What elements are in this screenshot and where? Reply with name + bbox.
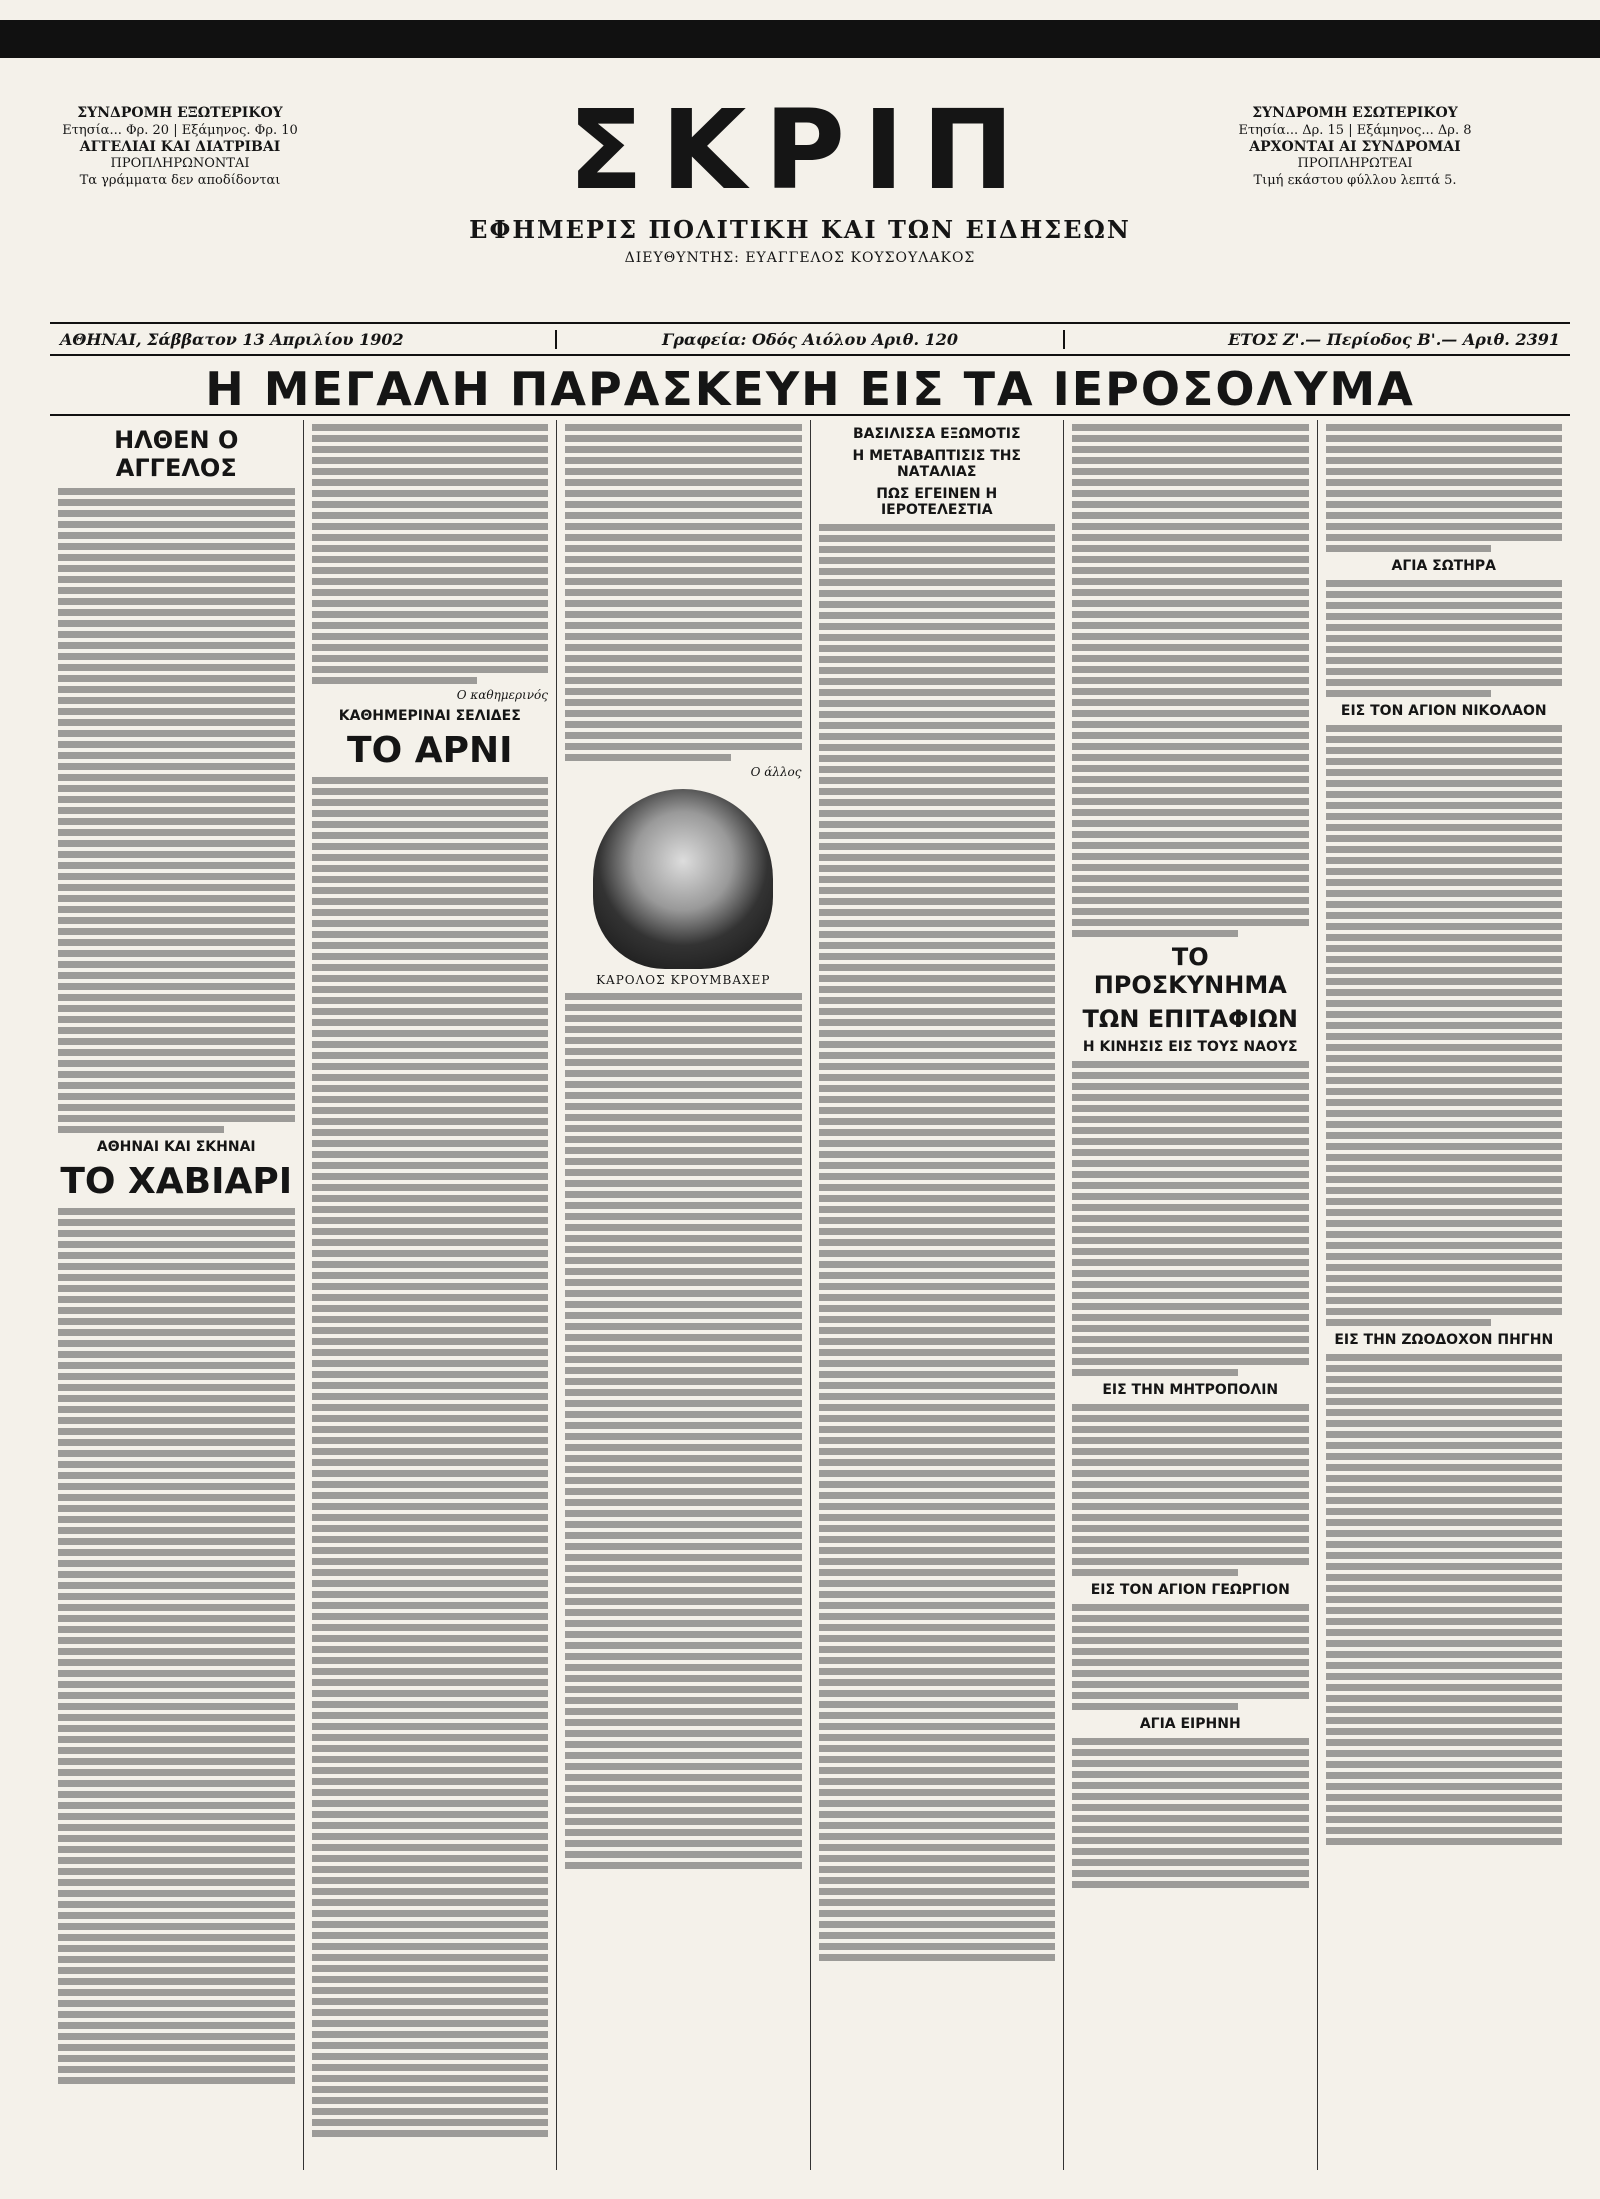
ear-left-note: Τα γράμματα δεν αποδίδονται (79, 172, 281, 188)
article-body (1326, 424, 1563, 552)
issue-number: ΕΤΟΣ Ζ'.— Περίοδος Β'.— Αριθ. 2391 (1228, 329, 1560, 349)
ear-right-subs: ΑΡΧΟΝΤΑΙ ΑΙ ΣΥΝΔΡΟΜΑΙ (1249, 138, 1461, 155)
article-body (58, 1208, 295, 2084)
date: ΑΘΗΝΑΙ, Σάββατον 13 Απριλίου 1902 (60, 329, 404, 349)
section-title: ΤΟ ΑΡΝΙ (347, 730, 513, 771)
section-label: ΚΑΘΗΜΕΡΙΝΑΙ ΣΕΛΙΔΕΣ (338, 708, 521, 724)
section-title: ΤΟ ΧΑΒΙΑΡΙ (60, 1161, 293, 1202)
ear-left-prepaid: ΠΡΟΠΛΗΡΩΝΟΝΤΑΙ (110, 156, 250, 172)
article-body (58, 488, 295, 1133)
column-4 (811, 420, 1065, 2170)
newspaper-title: ΣΚΡΙΠ (568, 86, 1032, 214)
article-body (565, 993, 802, 1869)
top-rule (0, 20, 1600, 58)
portrait-image (593, 789, 773, 969)
ear-right-title: ΣΥΝΔΡΟΜΗ ΕΣΩΤΕΡΙΚΟΥ (1252, 105, 1458, 121)
portrait-caption: ΚΑΡΟΛΟΣ ΚΡΟΥΜΒΑΧΕΡ (596, 973, 771, 987)
subsection-heading: ΕΙΣ ΤΗΝ ΖΩΟΔΟΧΟΝ ΠΗΓΗΝ (1334, 1332, 1554, 1348)
subsection-heading: ΕΙΣ ΤΟΝ ΑΓΙΟΝ ΝΙΚΟΛΑΟΝ (1340, 703, 1547, 719)
column-5 (1064, 420, 1318, 2170)
article-subheading: Η ΚΙΝΗΣΙΣ ΕΙΣ ΤΟΥΣ ΝΑΟΥΣ (1082, 1039, 1298, 1055)
ear-right-prepaid: ΠΡΟΠΛΗΡΩΤΕΑΙ (1297, 156, 1413, 172)
subsection-heading: ΕΙΣ ΤΗΝ ΜΗΤΡΟΠΟΛΙΝ (1102, 1382, 1279, 1398)
column-1 (50, 420, 304, 2170)
article-body (312, 777, 549, 2137)
article-body (1326, 580, 1563, 697)
article-kicker: ΒΑΣΙΛΙΣΣΑ ΕΞΩΜΟΤΙΣ (852, 426, 1021, 442)
article-body (1072, 1404, 1309, 1576)
columns (50, 420, 1570, 2170)
article-title-2: ΤΩΝ ΕΠΙΤΑΦΙΩΝ (1082, 1005, 1298, 1033)
ear-left-title: ΣΥΝΔΡΟΜΗ ΕΞΩΤΕΡΙΚΟΥ (77, 105, 283, 121)
column-2 (304, 420, 558, 2170)
ear-right-price-note: Τιμή εκάστου φύλλου λεπτά 5. (1253, 172, 1457, 188)
subsection-heading: ΕΙΣ ΤΟΝ ΑΓΙΟΝ ΓΕΩΡΓΙΟΝ (1090, 1582, 1290, 1598)
column-3 (557, 420, 811, 2170)
subsection-heading: ΑΓΙΑ ΕΙΡΗΝΗ (1139, 1716, 1241, 1732)
article-heading: ΗΛΘΕΝ Ο ΑΓΓΕΛΟΣ (114, 426, 239, 482)
newspaper-subtitle: ΕΦΗΜΕΡΙΣ ΠΟΛΙΤΙΚΗ ΚΑΙ ΤΩΝ ΕΙΔΗΣΕΩΝ (469, 215, 1131, 244)
column-6 (1318, 420, 1571, 2170)
masthead (0, 86, 1600, 266)
section-label: ΑΘΗΝΑΙ ΚΑΙ ΣΚΗΝΑΙ (96, 1139, 256, 1155)
article-body (1072, 1738, 1309, 1888)
ear-right-price: Ετησία... Δρ. 15 | Εξάμηνος... Δρ. 8 (1238, 122, 1472, 138)
article-subheading: ΠΩΣ ΕΓΕΙΝΕΝ Η ΙΕΡΟΤΕΛΕΣΤΙΑ (876, 486, 998, 518)
article-title: ΤΟ ΠΡΟΣΚΥΝΗΜΑ (1093, 943, 1287, 999)
article-body (1072, 1061, 1309, 1376)
article-body (1072, 424, 1309, 937)
ear-left-ads: ΑΓΓΕΛΙΑΙ ΚΑΙ ΔΙΑΤΡΙΒΑΙ (79, 138, 281, 155)
article-body (1326, 725, 1563, 1326)
article-body (312, 424, 549, 684)
subsection-heading: ΑΓΙΑ ΣΩΤΗΡΑ (1391, 558, 1496, 574)
article-body (819, 524, 1056, 1961)
dateline (50, 322, 1570, 356)
signature: Ο καθημερινός (456, 688, 548, 702)
director-line: ΔΙΕΥΘΥΝΤΗΣ: ΕΥΑΓΓΕΛΟΣ ΚΟΥΣΟΥΛΑΚΟΣ (624, 250, 976, 266)
signature: Ο άλλος (750, 765, 802, 779)
ear-left-price: Ετησία... Φρ. 20 | Εξάμηνος. Φρ. 10 (62, 122, 298, 138)
article-body (1072, 1604, 1309, 1710)
article-body (565, 424, 802, 761)
office-address: Γραφεία: Οδός Αιόλου Αριθ. 120 (555, 330, 1064, 349)
main-headline: Η ΜΕΓΑΛΗ ΠΑΡΑΣΚΕΥΗ ΕΙΣ ΤΑ ΙΕΡΟΣΟΛΥΜΑ (50, 362, 1570, 416)
article-heading: Η ΜΕΤΑΒΑΠΤΙΣΙΣ ΤΗΣ ΝΑΤΑΛΙΑΣ (852, 448, 1021, 480)
article-body (1326, 1354, 1563, 1845)
